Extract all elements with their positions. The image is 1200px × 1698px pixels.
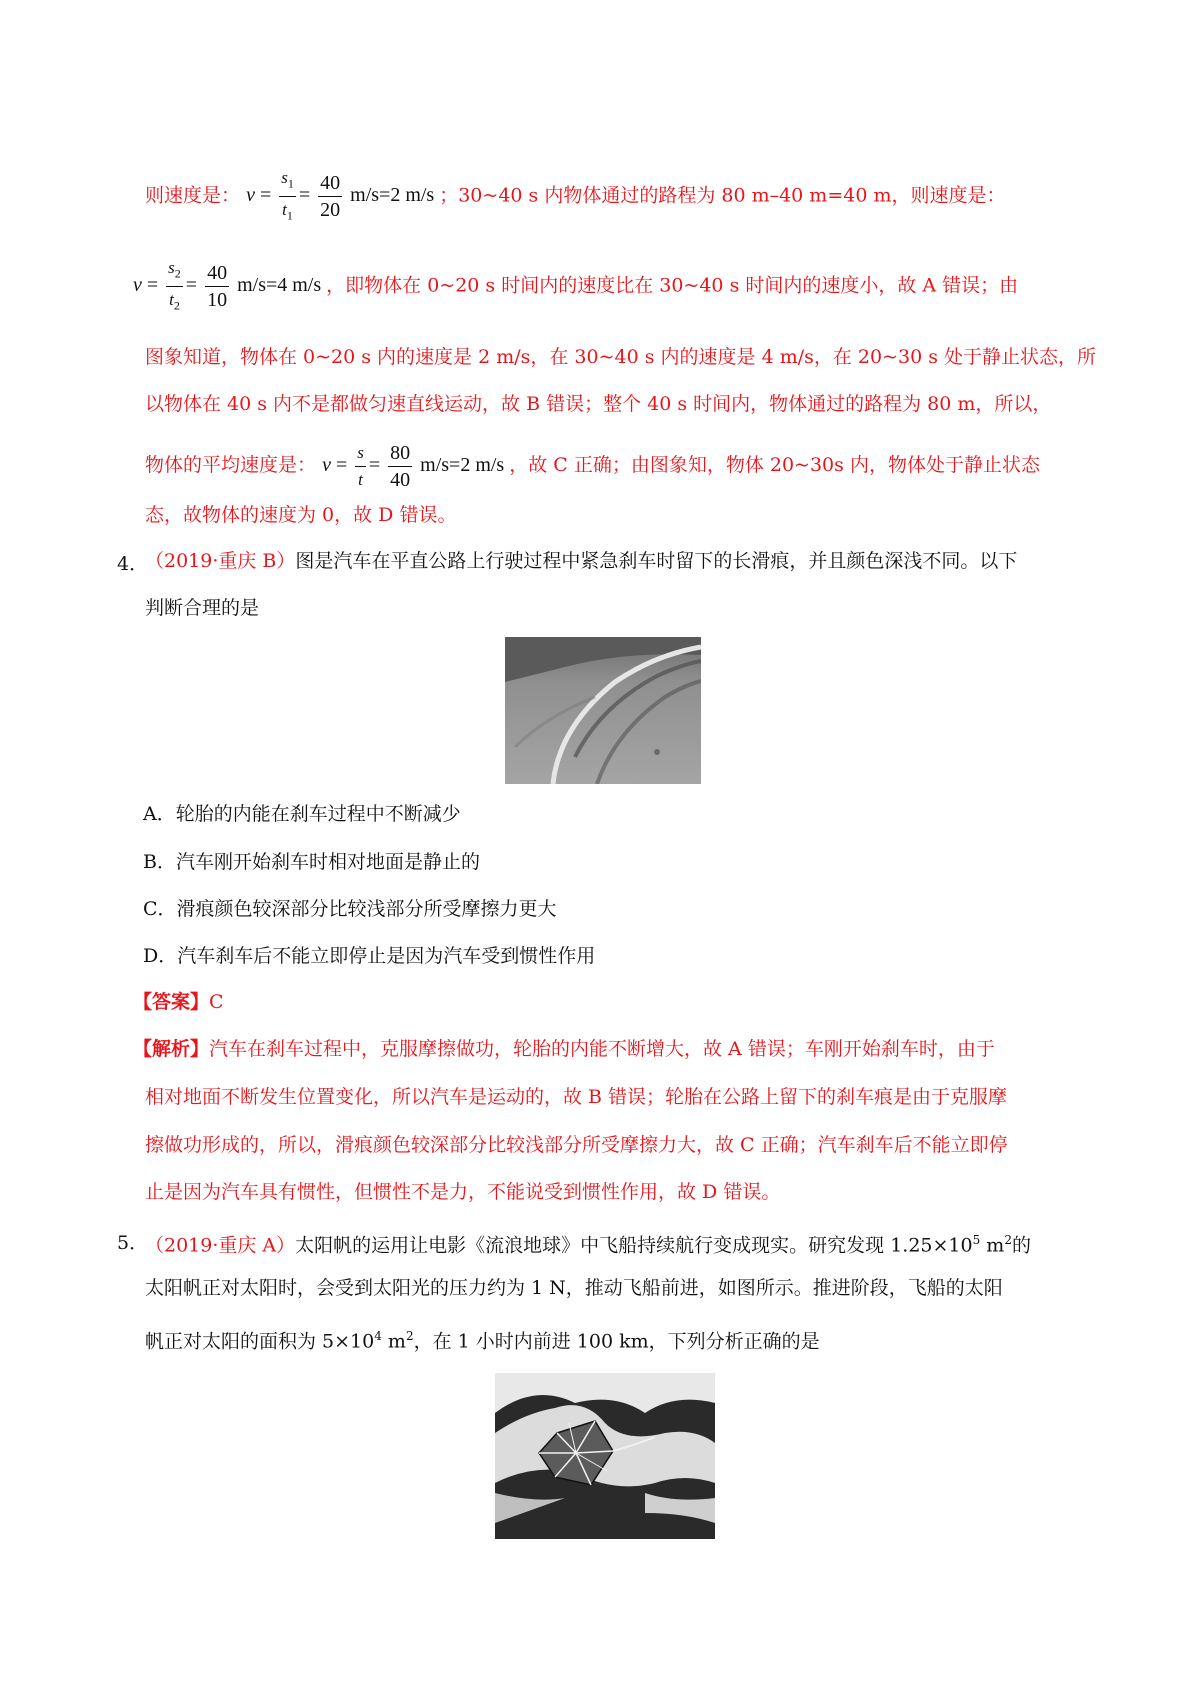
text-segment: ，故 C 正确；由图象知，物体 20~30s 内，物体处于静止状态 — [509, 454, 1040, 477]
analysis-line-6: 态，故物体的速度为 0，故 D 错误。 — [145, 504, 457, 526]
question-5-stem-1 — [145, 1228, 1031, 1257]
answer-line — [133, 990, 224, 1014]
text-segment: 则速度是： — [145, 184, 241, 207]
text-segment: 帆正对太阳的面积为 5×10 — [145, 1330, 375, 1353]
solar-sail-photo — [495, 1373, 715, 1539]
text-segment: 图是汽车在平直公路上行驶过程中紧急刹车时留下的长滑痕，并且颜色深浅不同。以下 — [295, 550, 1018, 572]
question-4-stem-2: 判断合理的是 — [145, 597, 260, 619]
answer-label: 【答案】 — [133, 991, 210, 1013]
analysis-4-line-1 — [133, 1037, 995, 1061]
question-5-stem-3 — [145, 1324, 820, 1353]
option-b: B．汽车刚开始刹车时相对地面是静止的 — [143, 851, 480, 873]
text-segment: m — [381, 1330, 406, 1353]
question-5-number: 5． — [117, 1232, 149, 1254]
option-d: D．汽车刹车后不能立即停止是因为汽车受到惯性作用 — [143, 945, 596, 967]
exponent: 5 — [972, 1233, 981, 1247]
analysis-line-3: 图象知道，物体在 0~20 s 内的速度是 2 m/s，在 30~40 s 内的速度是 4 m/s，在 20~30 s 处于静止状态，所 — [145, 346, 1097, 368]
question-5-stem-2: 太阳帆正对太阳时，会受到太阳光的压力约为 1 N，推动飞船前进，如图所示。推进阶段，飞船的太阳 — [145, 1277, 1003, 1299]
question-source: （2019·重庆 B） — [145, 550, 296, 572]
analysis-4-line-2: 相对地面不断发生位置变化，所以汽车是运动的，故 B 错误；轮胎在公路上留下的刹车痕是由于克服摩 — [145, 1086, 1008, 1108]
text-segment: 物体的平均速度是： — [145, 454, 317, 477]
option-a: A．轮胎的内能在刹车过程中不断减少 — [143, 803, 461, 825]
text-segment: 汽车在刹车过程中，克服摩擦做功，轮胎的内能不断增大，故 A 错误；车刚开始刹车时，由于 — [209, 1038, 995, 1060]
text-segment: ，即物体在 0~20 s 时间内的速度比在 30~40 s 时间内的速度小，故 A 错误；由 — [326, 274, 1019, 297]
text-segment: 太阳帆的运用让电影《流浪地球》中飞船持续航行变成现实。研究发现 1.25×10 — [295, 1234, 973, 1257]
exponent: 2 — [1004, 1233, 1012, 1247]
analysis-4-line-4: 止是因为汽车具有惯性，但惯性不是力，不能说受到惯性作用，故 D 错误。 — [145, 1181, 781, 1203]
analysis-line-4: 以物体在 40 s 内不是都做匀速直线运动，故 B 错误；整个 40 s 时间内，物体通过的路程为 80 m，所以， — [145, 393, 1052, 415]
question-source: （2019·重庆 A） — [145, 1234, 296, 1257]
exponent: 4 — [374, 1329, 382, 1343]
text-segment: ，在 1 小时内前进 100 km，下列分析正确的是 — [413, 1330, 820, 1353]
text-segment: 的 — [1011, 1234, 1031, 1257]
answer-value: C — [209, 991, 224, 1013]
text-segment: m — [980, 1234, 1005, 1257]
analysis-4-line-3: 擦做功形成的，所以，滑痕颜色较深部分比较浅部分所受摩擦力大，故 C 正确；汽车刹车后不能立即停 — [145, 1134, 1008, 1156]
text-segment: ；30~40 s 内物体通过的路程为 80 m–40 m=40 m，则速度是： — [439, 184, 1006, 207]
question-4-stem-1 — [145, 549, 1017, 573]
formula-v-avg: v = $\frac{s}{t}$ = $\frac{80}{40}$ m/s=2 m/s — [322, 442, 505, 491]
analysis-label: 【解析】 — [133, 1038, 210, 1060]
analysis-line-5 — [145, 440, 1040, 493]
exponent: 2 — [405, 1329, 414, 1343]
option-c: C．滑痕颜色较深部分比较浅部分所受摩擦力更大 — [143, 898, 557, 920]
analysis-line-2 — [133, 255, 1018, 319]
skid-marks-photo — [505, 637, 701, 784]
question-4-number: 4． — [117, 553, 149, 575]
formula-v1: v = $\frac{s_1}{t_1}$ = $\frac{40}{20}$ m/s=2 m/s — [246, 184, 439, 206]
formula-v2: v = $\frac{s_2}{t_2}$ = $\frac{40}{10}$ m/s=4 m/s — [133, 274, 326, 296]
analysis-line-1 — [145, 165, 1005, 229]
